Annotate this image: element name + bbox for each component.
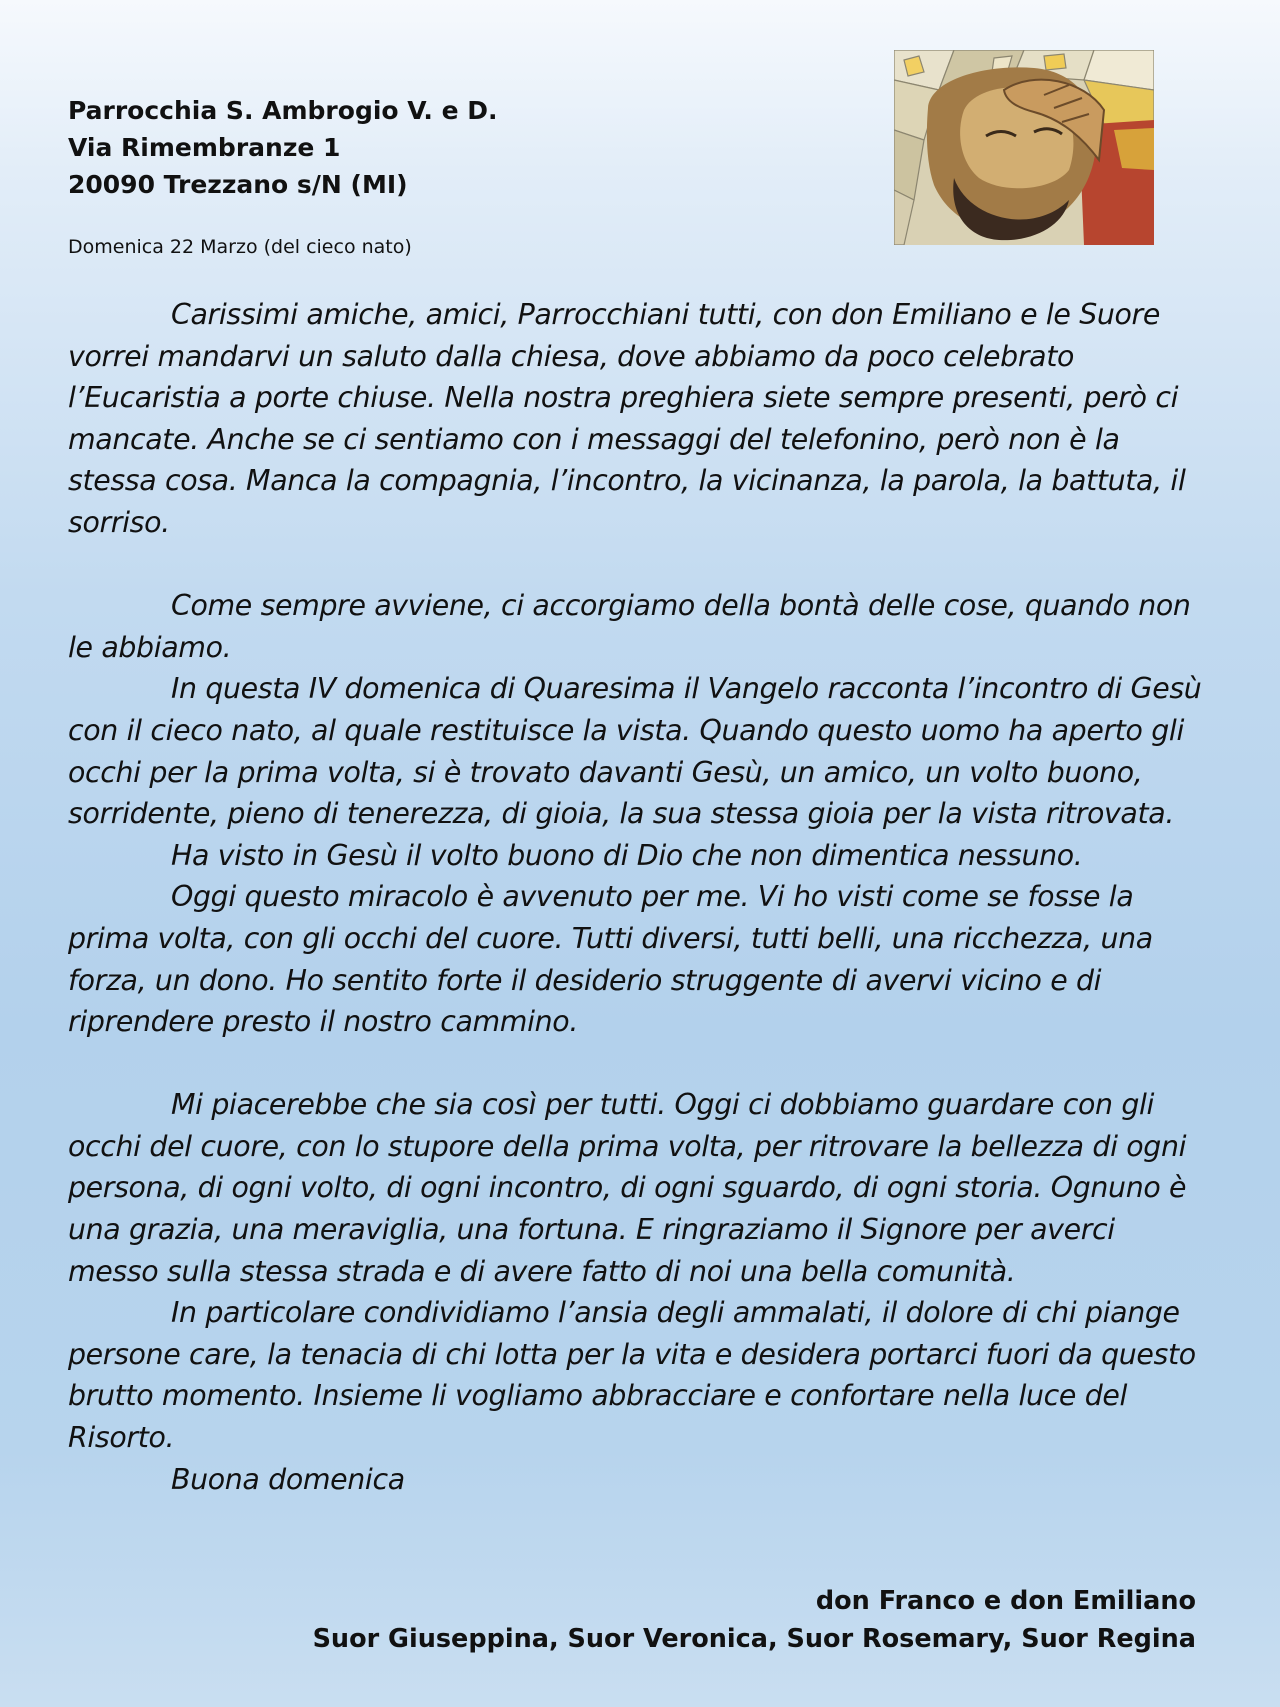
letter-paragraph: Ha visto in Gesù il volto buono di Dio che non dimentica nessuno.: [171, 838, 1083, 872]
letter-paragraph: Mi piacerebbe che sia così per tutti. Oggi ci dobbiamo guardare con gli occhi del cuore, con lo stupore della prima volta, per ritrovare la bellezza di ogni persona, di ogni volto, di ogni incontro, di ogni sguardo, di ogni storia. Ognuno è una grazia, una meraviglia, una fortuna. E ringraziamo il Signore per averci messo sulla stessa strada e di avere fatto di noi una bella comunità.: [68, 1088, 1187, 1288]
letter-paragraph: Come sempre avviene, ci accorgiamo della bontà delle cose, quando non le abbiamo.: [68, 589, 1191, 664]
letter-paragraph: Carissimi amiche, amici, Parrocchiani tutti, con don Emiliano e le Suore vorrei mandarvi un saluto dalla chiesa, dove abbiamo da poco celebrato l’Eucaristia a porte chiuse. Nella nostra preghiera siete sempre presenti, però ci mancate. Anche se ci sentiamo con i messaggi del telefonino, però non è la stessa cosa. Manca la compagnia, l’incontro, la vicinanza, la parola, la battuta, il sorriso.: [68, 298, 1186, 539]
letter-paragraph: Oggi questo miracolo è avvenuto per me. Vi ho visti come se fosse la prima volta, con gli occhi del cuore. Tutti diversi, tutti belli, una ricchezza, una forza, un dono. Ho sentito forte il desiderio struggente di avervi vicino e di riprendere presto il nostro cammino.: [68, 880, 1153, 1039]
parish-name: Parrocchia S. Ambrogio V. e D.: [68, 96, 498, 125]
parish-street: Via Rimembranze 1: [68, 133, 341, 162]
parish-city: 20090 Trezzano s/N (MI): [68, 170, 408, 199]
signature-block: [313, 1582, 1196, 1658]
signature-priests: don Franco e don Emiliano: [815, 1586, 1196, 1616]
mosaic-christ-face-image: [894, 50, 1154, 245]
paragraph-spacer: [68, 1043, 1208, 1085]
parish-address-block: [68, 92, 498, 203]
letter-body: [68, 294, 1208, 1500]
closing-greeting: Buona domenica: [171, 1462, 405, 1496]
signature-sisters: Suor Giuseppina, Suor Veronica, Suor Rosemary, Suor Regina: [312, 1624, 1196, 1654]
paragraph-spacer: [68, 544, 1208, 586]
date-line: Domenica 22 Marzo (del cieco nato): [68, 236, 412, 258]
letter-paragraph: In questa IV domenica di Quaresima il Vangelo racconta l’incontro di Gesù con il cieco nato, al quale restituisce la vista. Quando questo uomo ha aperto gli occhi per la prima volta, si è trovato davanti Gesù, un amico, un volto buono, sorridente, pieno di tenerezza, di gioia, la sua stessa gioia per la vista ritrovata.: [68, 672, 1202, 831]
letter-paragraph: In particolare condividiamo l’ansia degli ammalati, il dolore di chi piange persone care, la tenacia di chi lotta per la vita e desidera portarci fuori da questo brutto momento. Insieme li vogliamo abbracciare e confortare nella luce del Risorto.: [68, 1296, 1196, 1455]
